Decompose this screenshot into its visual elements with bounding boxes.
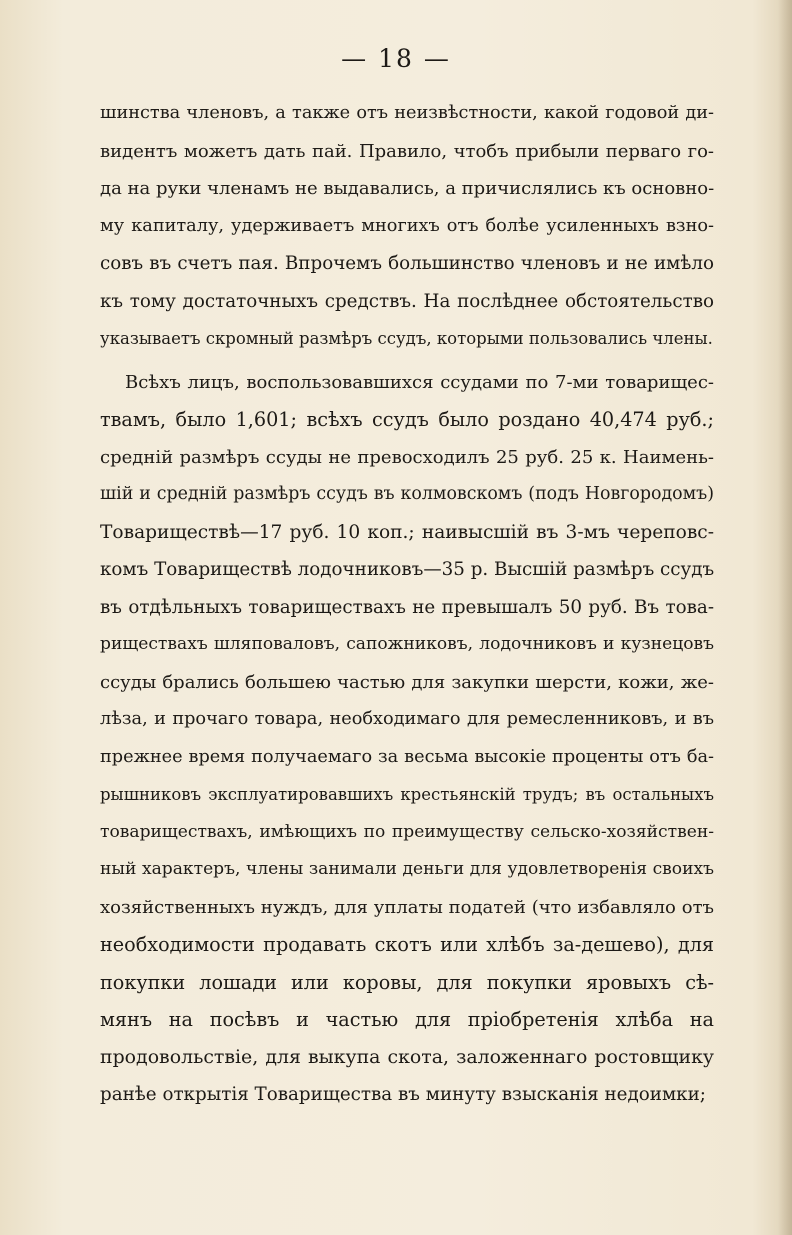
text-line: къ тому достаточныхъ средствъ. На послѣднее обстоятельство	[100, 290, 714, 312]
text-line: товариществахъ, имѣющихъ по преимуществу сельско-хозяйствен-	[100, 821, 714, 842]
text-line: да на руки членамъ не выдавались, а причислялись къ основно-	[100, 178, 714, 199]
text-line: му капиталу, удерживаетъ многихъ отъ болѣе усиленныхъ взно-	[100, 215, 714, 236]
text-line: риществахъ шляповаловъ, сапожниковъ, лодочниковъ и кузнецовъ	[100, 634, 714, 654]
body-text	[100, 95, 714, 1114]
text-line: ссуды брались большею частью для закупки шерсти, кожи, же-	[100, 671, 714, 693]
text-line: видентъ можетъ дать пай. Правило, чтобъ прибыли перваго го-	[100, 140, 714, 162]
text-line: хозяйственныхъ нуждъ, для уплаты податей (что избавляло отъ	[100, 896, 714, 918]
text-line: лѣза, и прочаго товара, необходимаго для ремесленниковъ, и въ	[100, 709, 714, 729]
text-line: средній размѣръ ссуды не превосходилъ 25 руб. 25 к. Наимень-	[100, 446, 714, 468]
text-line: покупки лошади или коровы, для покупки яровыхъ сѣ-	[100, 970, 714, 994]
text-line: Товариществѣ—17 руб. 10 коп.; наивысшій въ 3-мъ череповс-	[100, 521, 714, 543]
text-line: продовольствіе, для выкупа скота, заложеннаго ростовщику	[100, 1045, 714, 1068]
text-line: шинства членовъ, а также отъ неизвѣстности, какой годовой ди-	[100, 103, 714, 123]
text-line: въ отдѣльныхъ товариществахъ не превышалъ 50 руб. Въ това-	[100, 596, 714, 618]
text-line: мянъ на посѣвъ и частью для пріобретенія хлѣба на	[100, 1008, 714, 1031]
paragraph-1	[100, 95, 714, 358]
text-line: ный характеръ, члены занимали деньги для удовлетворенія своихъ	[100, 859, 714, 879]
text-line: прежнее время получаемаго за весьма высокіе проценты отъ ба-	[100, 746, 714, 767]
paragraph-2	[100, 364, 714, 1114]
page-number: — 18 —	[341, 44, 451, 73]
text-line: ранѣе открытія Товарищества въ минуту взысканія недоимки;	[100, 1084, 706, 1105]
text-line: Всѣхъ лицъ, воспользовавшихся ссудами по 7-ми товарищес-	[125, 371, 714, 393]
text-line: комъ Товариществѣ лодочниковъ—35 р. Высшій размѣръ ссудъ	[100, 559, 714, 580]
text-line: совъ въ счетъ пая. Впрочемъ большинство членовъ и не имѣло	[100, 253, 714, 274]
text-line: шій и средній размѣръ ссудъ въ колмовскомъ (подъ Новгородомъ)	[100, 484, 714, 504]
text-line: необходимости продавать скотъ или хлѣбъ за-дешево), для	[100, 933, 714, 956]
page-edge-shadow	[778, 0, 792, 1235]
text-line: твамъ, было 1,601; всѣхъ ссудъ было роздано 40,474 руб.;	[100, 408, 714, 431]
text-line: рышниковъ эксплуатировавшихъ крестьянскій трудъ; въ остальныхъ	[100, 785, 714, 804]
text-line: указываетъ скромный размѣръ ссудъ, которыми пользовались члены.	[100, 329, 713, 348]
